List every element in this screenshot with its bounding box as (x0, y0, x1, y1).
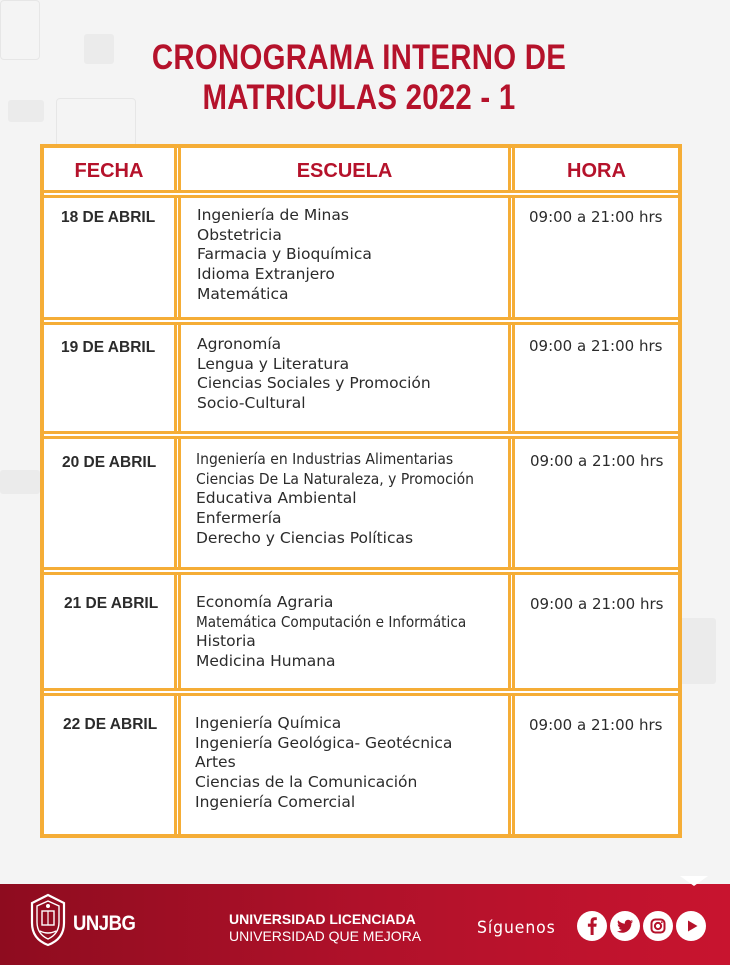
row-date: 22 DE ABRIL (63, 716, 158, 733)
column-divider (508, 148, 515, 834)
background-decoration (8, 100, 44, 122)
motto-line1: UNIVERSIDAD LICENCIADA (229, 911, 416, 927)
facebook-icon[interactable] (577, 911, 607, 941)
school-item: Ciencias De La Naturaleza, y Promoción (196, 469, 475, 488)
university-seal-icon (28, 893, 68, 947)
row-hour: 09:00 a 21:00 hrs (529, 716, 663, 734)
row-date: 19 DE ABRIL (61, 339, 156, 356)
school-list (197, 206, 372, 305)
background-decoration (0, 470, 40, 494)
motto-line2: UNIVERSIDAD QUE MEJORA (229, 928, 422, 944)
school-item: Lengua y Literatura (197, 354, 350, 373)
university-logo-text: UNJBG (73, 912, 136, 935)
school-item: Educativa Ambiental (196, 489, 357, 508)
school-item: Artes (195, 753, 236, 772)
column-divider (174, 148, 181, 834)
school-item: Idioma Extranjero (197, 265, 335, 284)
header-hora: HORA (567, 159, 626, 182)
school-item: Enfermería (196, 509, 282, 528)
row-date: 18 DE ABRIL (61, 209, 156, 226)
footer-notch (680, 876, 708, 886)
row-divider (44, 567, 678, 575)
school-item: Agronomía (197, 335, 282, 353)
twitter-icon[interactable] (610, 911, 640, 941)
school-item: Ingeniería Comercial (195, 792, 356, 811)
row-divider (44, 431, 678, 439)
school-item: Ciencias de la Comunicación (195, 773, 418, 792)
page-title-line2: MATRICULAS 2022 - 1 (202, 78, 516, 117)
background-decoration (0, 0, 40, 60)
school-list (196, 450, 505, 549)
school-item: Derecho y Ciencias Políticas (196, 528, 414, 547)
row-date: 21 DE ABRIL (64, 595, 159, 612)
row-hour: 09:00 a 21:00 hrs (529, 208, 663, 226)
school-list (195, 714, 452, 813)
school-list (197, 335, 431, 414)
follow-us-label: Síguenos (477, 918, 556, 938)
school-item: Matemática (197, 284, 289, 303)
school-list (196, 593, 503, 672)
school-item: Matemática Computación e Informática (196, 612, 467, 631)
row-hour: 09:00 a 21:00 hrs (529, 337, 663, 355)
school-item: Obstetricia (197, 225, 282, 244)
school-item: Socio-Cultural (197, 394, 306, 413)
row-hour: 09:00 a 21:00 hrs (530, 452, 664, 470)
row-hour: 09:00 a 21:00 hrs (530, 595, 664, 613)
row-date: 20 DE ABRIL (62, 454, 157, 471)
school-item: Economía Agraria (196, 593, 334, 611)
page-title (57, 38, 660, 118)
header-fecha: FECHA (74, 159, 144, 182)
school-item: Ingeniería Geológica- Geotécnica (195, 733, 453, 752)
school-item: Historia (196, 632, 256, 651)
youtube-icon[interactable] (676, 911, 706, 941)
schedule-table (40, 144, 682, 838)
school-item: Ingeniería de Minas (197, 206, 349, 224)
school-item: Medicina Humana (196, 652, 336, 671)
school-item: Ingeniería en Industrias Alimentarias (196, 450, 454, 468)
instagram-icon[interactable] (643, 911, 673, 941)
header-escuela: ESCUELA (296, 159, 393, 182)
row-divider (44, 317, 678, 325)
school-item: Ingeniería Química (195, 714, 342, 732)
page-title-line1: CRONOGRAMA INTERNO DE (151, 38, 567, 77)
school-item: Ciencias Sociales y Promoción (197, 374, 431, 393)
school-item: Farmacia y Bioquímica (197, 245, 372, 264)
row-divider (44, 688, 678, 696)
